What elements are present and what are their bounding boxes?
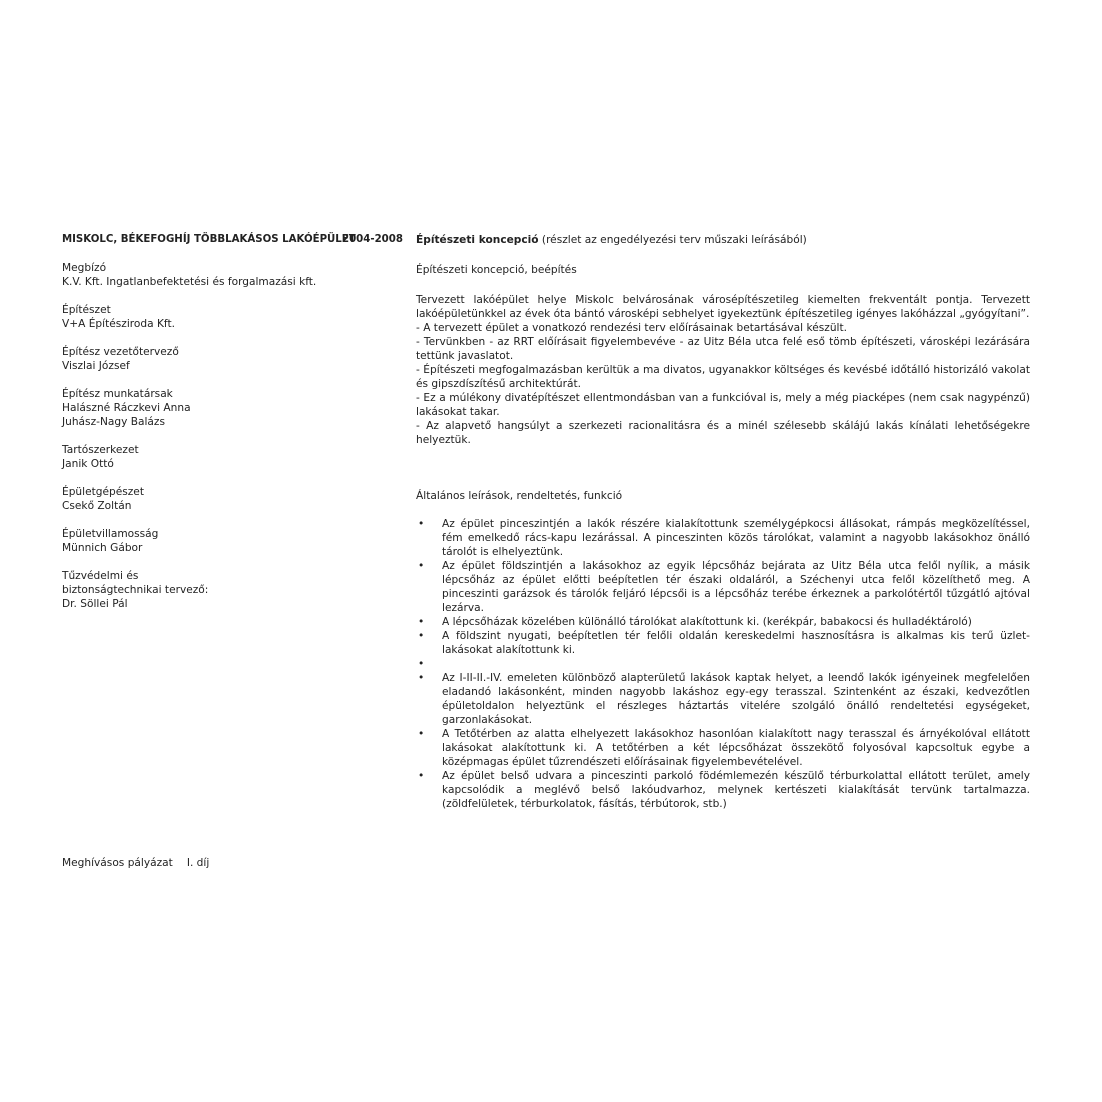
credit-name: K.V. Kft. Ingatlanbefektetési és forgalmazási kft.: [62, 276, 317, 288]
credit-role: Tűzvédelmi és: [62, 570, 139, 582]
bullet-item: • Az I-II-II.-IV. emeleten különböző alapterületű lakások kaptak helyet, a leendő lakók igényeinek megfelelően eladandó lakásonként, minden nagyobb lakáshoz egy-egy terasszal. Szintenként az északi, kedvezőtlen épületoldalon helyeztünk el részleges háztartás vitelére szolgáló önálló rendeltetési egységeket, garzonlakásokat.: [416, 671, 1030, 727]
credit-block: [62, 345, 402, 373]
credit-name: Dr. Söllei Pál: [62, 598, 128, 610]
concept-paragraph: - Az alapvető hangsúlyt a szerkezeti racionalitásra és a minél szélesebb skálájú lakás kínálati lehetőségekre helyeztük.: [416, 420, 1030, 446]
credit-role: Építész vezetőtervező: [62, 346, 179, 358]
credit-role: Tartószerkezet: [62, 444, 139, 456]
credits-list: [62, 261, 402, 611]
credit-name: Halászné Ráczkevi Anna: [62, 402, 191, 414]
credit-role: Épületvillamosság: [62, 528, 159, 540]
bullet-item: [416, 657, 1030, 671]
credit-name: Viszlai József: [62, 360, 130, 372]
concept-section: [416, 233, 1030, 811]
bullet-item: • A földszint nyugati, beépítetlen tér felőli oldalán kereskedelmi hasznosításra is alkalmas kis terű üzlet-lakásokat alakítottunk ki.: [416, 629, 1030, 657]
credit-role: Építészet: [62, 304, 111, 316]
project-header: [62, 233, 402, 247]
general-bullets: [416, 517, 1030, 811]
credit-block: [62, 387, 402, 429]
bullet-item: • A Tetőtérben az alatta elhelyezett lakásokhoz hasonlóan kialakított nagy terasszal és árnyékolóval ellátott lakásokat alakítottunk ki. A tetőtérben a két lépcsőházat összekötő folyosóval kapcsoltuk egybe a középmagas épület tűzrendészeti előírásainak figyelembevételével.: [416, 727, 1030, 769]
concept-paragraph: - Ez a múlékony divatépítészet ellentmondásban van a funkcióval is, mely a még piacképes (nem csak nagypénzű) lakásokat takar.: [416, 392, 1030, 418]
concept-heading: [416, 233, 1030, 247]
award: [62, 856, 209, 870]
credit-block: [62, 443, 402, 471]
bullet-item: • Az épület földszintjén a lakásokhoz az egyik lépcsőház bejárata az Uitz Béla utca felől nyílik, a másik lépcsőház az épület előtti beépítetlen tér északi oldaláról, a Széchenyi utca felől közelíthető meg. A pinceszinti garázsok és tárolók feljáró lépcsői is a lépcsőház terébe érkeznek a parkolótértől tűzgátló ajtóval lezárva.: [416, 559, 1030, 615]
concept-paragraph: - Tervünkben - az RRT előírásait figyelembevéve - az Uitz Béla utca felé eső tömb építészeti, városképi lezárására tettünk javaslatot.: [416, 336, 1030, 362]
credit-block: [62, 485, 402, 513]
bullet-item: • Az épület pinceszintjén a lakók részére kialakítottunk személygépkocsi állásokat, rámpás megközelítéssel, fém emelkedő rács-kapu lezárással. A pinceszinten közös tárolókat, valamint a nagyobb lakásokhoz önálló tárolót is elhelyeztünk.: [416, 517, 1030, 559]
concept-subheading: Építészeti koncepció, beépítés: [416, 264, 577, 276]
credit-role: biztonságtechnikai tervező:: [62, 584, 209, 596]
credit-block: [62, 527, 402, 555]
general-subheading: Általános leírások, rendeltetés, funkció: [416, 490, 623, 502]
project-info: [62, 233, 402, 611]
credit-block: [62, 261, 402, 289]
credit-block: [62, 569, 402, 611]
credit-role: Építész munkatársak: [62, 388, 173, 400]
credit-name: V+A Építésziroda Kft.: [62, 318, 175, 330]
credit-role: Épületgépészet: [62, 486, 144, 498]
project-title: MISKOLC, BÉKEFOGHÍJ TÖBBLAKÁSOS LAKÓÉPÜLET: [62, 234, 356, 245]
concept-paragraph: Tervezett lakóépület helye Miskolc belvárosának városépítészetileg kiemelten frekventált pontja. Tervezett lakóépületünkkel az évek óta bántó városképi sebhelyet igyekeztünk építészetileg igényes lakóházzal „gyógyítani”.: [416, 294, 1030, 320]
concept-paragraphs: [416, 293, 1030, 447]
credit-name: Janik Ottó: [62, 458, 114, 470]
project-years: 2004-2008: [342, 234, 403, 245]
bullet-item: • A lépcsőházak közelében különálló tárolókat alakítottunk ki. (kerékpár, babakocsi és hulladéktároló): [416, 615, 1030, 629]
credit-name: Münnich Gábor: [62, 542, 143, 554]
credit-block: [62, 303, 402, 331]
credit-name: Csekő Zoltán: [62, 500, 132, 512]
bullet-item: • Az épület belső udvara a pinceszinti parkoló födémlemezén készülő térburkolattal ellátott terület, amely kapcsolódik a meglévő belső lakóudvarhoz, melynek kertészeti kialakítását tervünk tartalmazza. (zöldfelületek, térburkolatok, fásítás, térbútorok, stb.): [416, 769, 1030, 811]
award-prize: I. díj: [186, 857, 210, 869]
credit-role: Megbízó: [62, 262, 107, 274]
concept-paragraph: - A tervezett épület a vonatkozó rendezési terv előírásainak betartásával készült.: [416, 322, 847, 334]
award-label: Meghívásos pályázat: [62, 857, 173, 869]
concept-heading-rest: (részlet az engedélyezési terv műszaki leírásából): [538, 234, 807, 246]
concept-heading-bold: Építészeti koncepció: [416, 234, 539, 246]
credit-name: Juhász-Nagy Balázs: [62, 416, 165, 428]
concept-paragraph: - Építészeti megfogalmazásban kerültük a ma divatos, ugyanakkor költséges és kevésbé időtálló historizáló vakolat és gipszdíszítésű architektúrát.: [416, 364, 1030, 390]
